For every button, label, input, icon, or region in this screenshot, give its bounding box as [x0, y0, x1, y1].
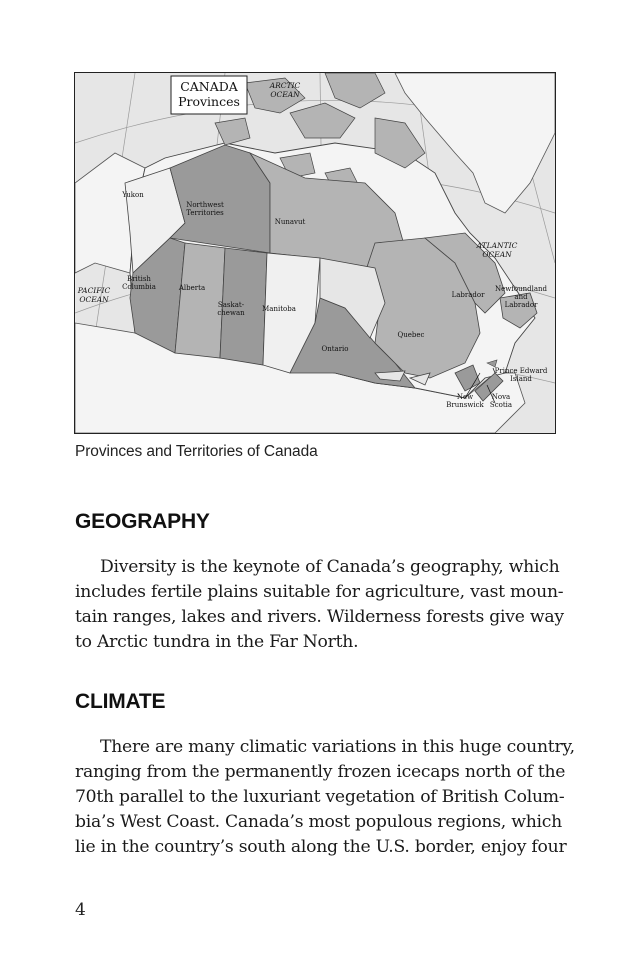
label-nfl-3: Labrador [504, 301, 538, 309]
label-alberta: Alberta [178, 284, 206, 292]
label-bc-1: British [127, 275, 151, 283]
label-sask-2: chewan [217, 309, 245, 317]
label-nb-2: Brunswick [446, 401, 484, 409]
label-nwt-1: Northwest [186, 201, 224, 209]
ocean-pacific-1: PACIFIC [77, 286, 111, 295]
label-manitoba: Manitoba [262, 305, 296, 313]
figure-caption: Provinces and Territories of Canada [75, 443, 318, 460]
map-title-line1: CANADA [180, 79, 238, 94]
climate-line: bia’s West Coast. Canada’s most populous regions, which [75, 812, 562, 832]
label-yukon: Yukon [122, 191, 144, 199]
label-bc-2: Columbia [122, 283, 156, 291]
label-nfl-1: Newfoundland [495, 285, 547, 293]
climate-line: 70th parallel to the luxuriant vegetation of British Colum- [75, 787, 565, 807]
ocean-arctic-2: OCEAN [270, 90, 300, 99]
label-pei-2: Island [510, 375, 532, 383]
ocean-pacific-2: OCEAN [79, 295, 109, 304]
label-ns-1: Nova [491, 393, 511, 401]
canada-provinces-map [74, 72, 556, 434]
geography-heading: GEOGRAPHY [75, 510, 210, 533]
climate-line: There are many climatic variations in this huge country, [100, 737, 575, 757]
climate-paragraph [75, 735, 575, 860]
label-nunavut: Nunavut [274, 218, 306, 226]
label-ns-2: Scotia [489, 401, 513, 409]
label-nb-1: New [456, 393, 474, 401]
ocean-atlantic-1: ATLANTIC [476, 241, 518, 250]
label-sask-1: Saskat- [217, 301, 245, 309]
climate-line: ranging from the permanently frozen icecaps north of the [75, 762, 566, 782]
climate-heading: CLIMATE [75, 690, 166, 713]
page-number: 4 [75, 900, 86, 920]
geography-line: to Arctic tundra in the Far North. [75, 632, 359, 652]
map-svg [75, 73, 555, 433]
label-quebec: Quebec [397, 331, 425, 339]
label-nfl-2: and [514, 293, 528, 301]
geography-line: includes fertile plains suitable for agriculture, vast moun- [75, 582, 564, 602]
map-title-line2: Provinces [178, 94, 240, 109]
ocean-arctic-1: ARCTIC [269, 81, 301, 90]
label-labrador: Labrador [451, 291, 485, 299]
geography-line: Diversity is the keynote of Canada’s geography, which [100, 557, 560, 577]
ocean-atlantic-2: OCEAN [482, 250, 512, 259]
geography-paragraph [75, 555, 564, 655]
climate-line: lie in the country’s south along the U.S. border, enjoy four [75, 837, 567, 857]
label-nwt-2: Territories [186, 209, 224, 217]
geography-line: tain ranges, lakes and rivers. Wilderness forests give way [75, 607, 564, 627]
label-pei-1: Prince Edward [494, 367, 548, 375]
label-ontario: Ontario [321, 345, 349, 353]
